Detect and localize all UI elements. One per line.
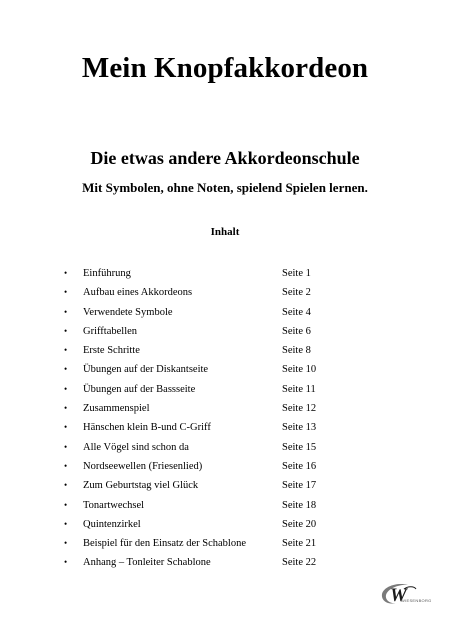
toc-item-page: Seite 10 — [282, 364, 317, 376]
toc-item-page: Seite 11 — [282, 383, 316, 395]
bullet-icon: • — [64, 287, 68, 298]
bullet-icon: • — [64, 325, 68, 336]
bullet-icon: • — [64, 268, 68, 278]
bullet-icon: • — [64, 422, 68, 433]
toc-item-title: Übungen auf der Bassseite — [83, 383, 196, 395]
toc-heading: Inhalt — [210, 226, 240, 238]
toc-item — [62, 515, 362, 534]
toc-item-title: Übungen auf der Diskantseite — [83, 364, 209, 376]
toc-item — [62, 264, 362, 283]
toc-item-title: Hänschen klein B-und C-Griff — [83, 422, 211, 434]
toc-item-page: Seite 12 — [282, 403, 317, 415]
bullet-icon: • — [64, 518, 68, 529]
bullet-icon: • — [64, 480, 68, 491]
toc-item-page: Seite 13 — [282, 422, 317, 434]
toc-item-title: Nordseewellen (Friesenlied) — [83, 460, 203, 472]
bullet-icon: • — [64, 306, 68, 317]
bullet-icon: • — [64, 345, 68, 356]
toc-item-page: Seite 20 — [282, 518, 317, 530]
toc-item-title: Tonartwechsel — [83, 499, 145, 511]
toc-item — [62, 341, 362, 360]
toc-item-page: Seite 1 — [282, 268, 311, 279]
toc-item — [62, 322, 362, 341]
toc-item-title: Anhang – Tonleiter Schablone — [83, 557, 211, 569]
toc-item-page: Seite 18 — [282, 499, 317, 511]
toc-item-title: Beispiel für den Einsatz der Schablone — [83, 538, 246, 550]
bullet-icon: • — [64, 403, 68, 414]
toc-item-title: Erste Schritte — [83, 345, 140, 357]
toc-item — [62, 457, 362, 476]
toc-item-title: Grifftabellen — [83, 325, 138, 337]
toc-item — [62, 418, 362, 437]
toc-item — [62, 553, 362, 572]
toc-item — [62, 399, 362, 418]
document-tagline: Mit Symbolen, ohne Noten, spielend Spielen lernen. — [82, 180, 368, 195]
toc-item-title: Alle Vögel sind schon da — [83, 441, 189, 453]
toc-item-page: Seite 21 — [282, 538, 317, 550]
toc-item-page: Seite 16 — [282, 460, 317, 472]
toc-item — [62, 283, 362, 302]
document-subtitle: Die etwas andere Akkordeonschule — [90, 148, 360, 168]
toc-item-page: Seite 22 — [282, 557, 317, 569]
bullet-icon: • — [64, 383, 68, 394]
logo-caption: WIESENBORG — [401, 598, 432, 603]
toc-item — [62, 380, 362, 399]
toc-item-title: Verwendete Symbole — [83, 306, 173, 318]
publisher-logo — [378, 580, 424, 608]
toc-item-title: Zum Geburtstag viel Glück — [83, 480, 199, 492]
toc-item-page: Seite 4 — [282, 306, 311, 318]
logo-mark-icon — [378, 580, 424, 608]
document-title: Mein Knopfakkordeon — [81, 52, 369, 84]
toc-item-title: Einführung — [83, 268, 131, 279]
bullet-icon: • — [64, 460, 68, 471]
bullet-icon: • — [64, 557, 68, 568]
toc-item — [62, 303, 362, 322]
toc-item-page: Seite 2 — [282, 287, 311, 299]
bullet-icon: • — [64, 364, 68, 375]
bullet-icon: • — [64, 538, 68, 549]
toc-item-page: Seite 17 — [282, 480, 317, 492]
toc-item-page: Seite 6 — [282, 325, 311, 337]
toc-item — [62, 476, 362, 495]
toc-item-page: Seite 15 — [282, 441, 317, 453]
toc-item — [62, 496, 362, 515]
toc-item — [62, 438, 362, 457]
toc-item — [62, 534, 362, 553]
logo-letter: W — [390, 585, 407, 606]
toc-item-page: Seite 8 — [282, 345, 311, 357]
toc-item-title: Quintenzirkel — [83, 518, 141, 530]
toc-item-title: Zusammenspiel — [83, 403, 150, 415]
table-of-contents — [62, 264, 362, 573]
toc-item-title: Aufbau eines Akkordeons — [83, 287, 193, 299]
bullet-icon: • — [64, 499, 68, 510]
toc-item — [62, 360, 362, 379]
bullet-icon: • — [64, 441, 68, 452]
